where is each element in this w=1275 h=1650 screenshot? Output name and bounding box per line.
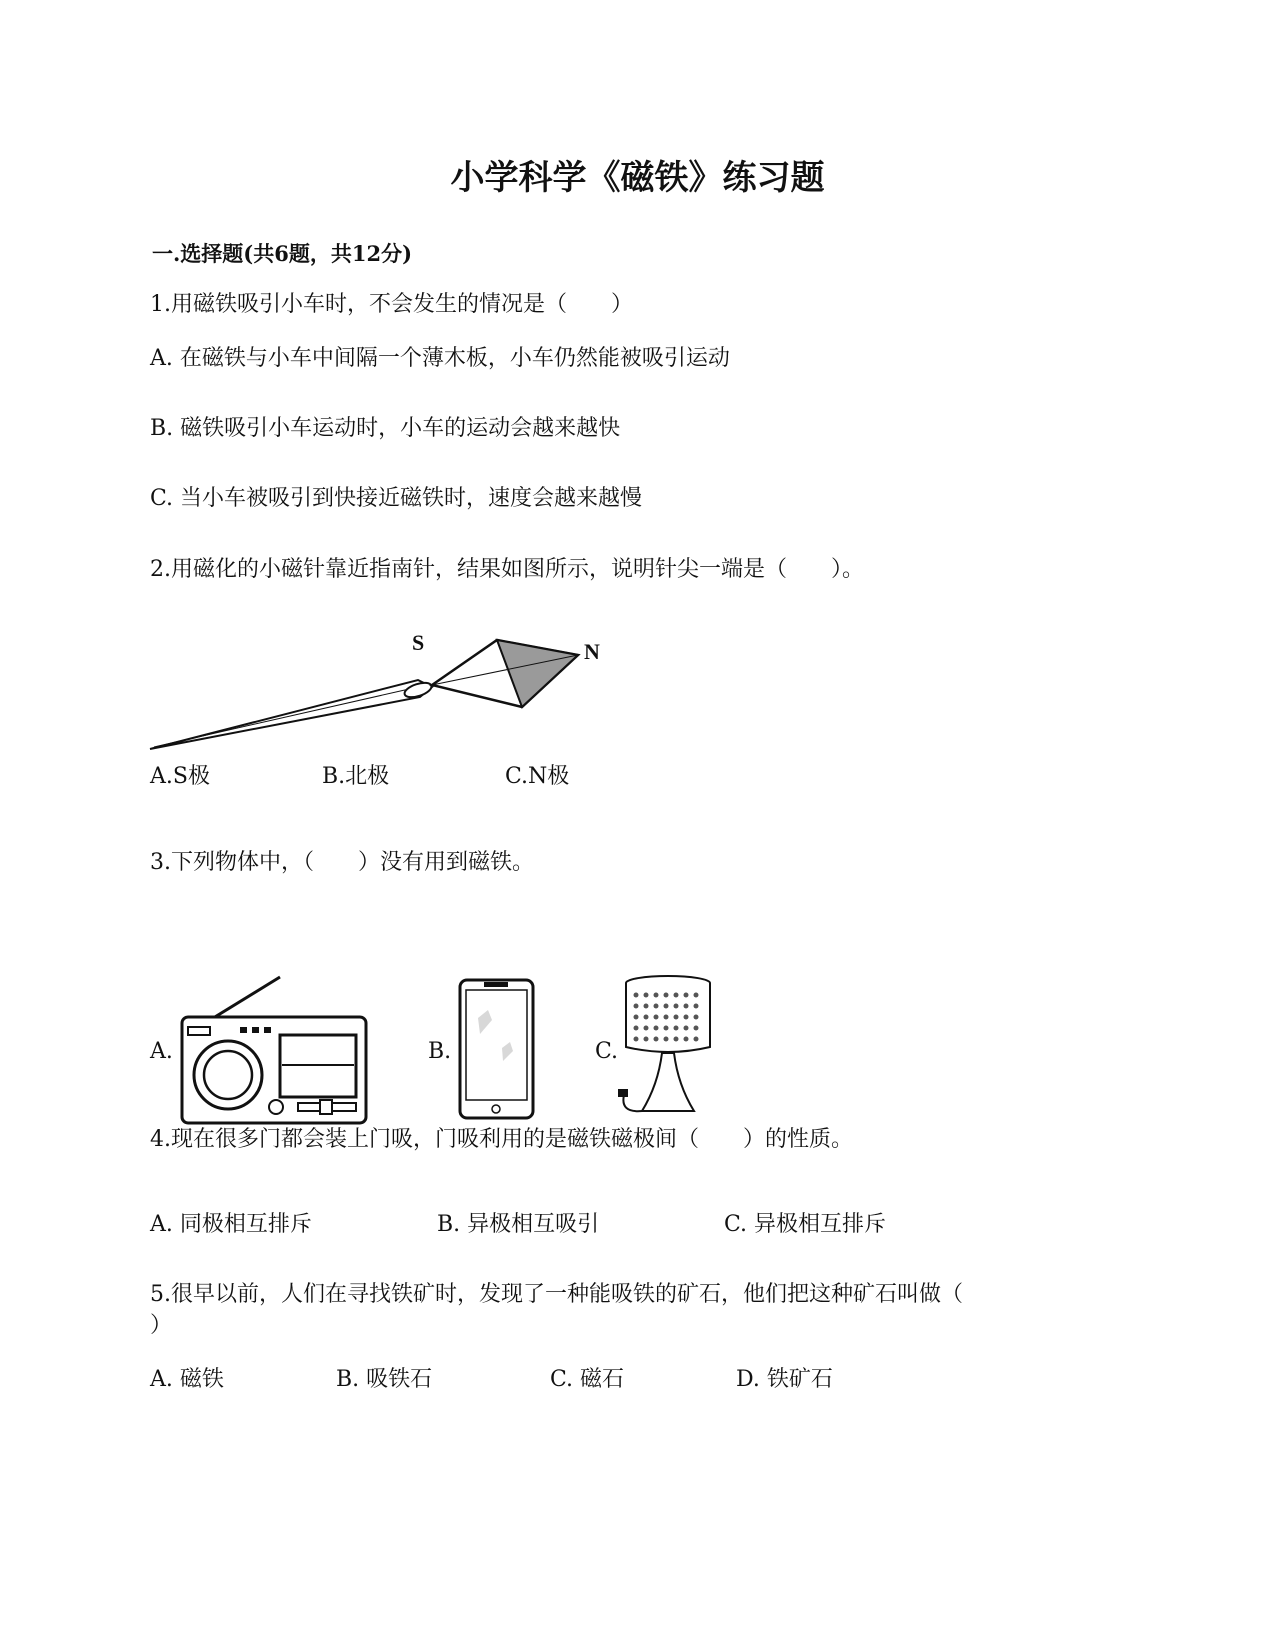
question-4-stem: 4.现在很多门都会装上门吸，门吸利用的是磁铁磁极间（ ）的性质。	[150, 1127, 853, 1152]
question-5-option-d: D. 铁矿石	[736, 1367, 833, 1392]
question-5-option-b: B. 吸铁石	[336, 1367, 433, 1392]
needle-centerline	[154, 687, 418, 747]
question-5-stem-line-2: ）	[150, 1313, 173, 1338]
question-4-option-c: C. 异极相互排斥	[724, 1212, 887, 1237]
question-3-option-c: C.	[595, 1039, 619, 1064]
question-4-option-a: A. 同极相互排斥	[150, 1212, 312, 1237]
question-2-option-a: A.S极	[150, 764, 210, 789]
page-title: 小学科学《磁铁》练习题	[450, 158, 825, 198]
lamp-image	[612, 975, 712, 1125]
question-4-option-b: B. 异极相互吸引	[437, 1212, 600, 1237]
question-1-option-b: B. 磁铁吸引小车运动时，小车的运动会越来越快	[150, 416, 621, 441]
question-3-option-b: B.	[428, 1039, 452, 1064]
question-1-option-c: C. 当小车被吸引到快接近磁铁时，速度会越来越慢	[150, 486, 643, 511]
question-2-option-c: C.N极	[505, 764, 570, 789]
radio-image	[180, 975, 370, 1125]
label-s: S	[412, 630, 425, 655]
question-3-option-a: A.	[150, 1039, 173, 1064]
label-n: N	[584, 639, 600, 664]
question-2-option-b: B.北极	[322, 764, 390, 789]
question-5-option-a: A. 磁铁	[150, 1367, 224, 1392]
question-3-stem: 3.下列物体中，（ ）没有用到磁铁。	[150, 850, 534, 875]
section-heading: 一.选择题(共6题，共12分)	[152, 241, 413, 266]
needle-compass-figure	[150, 625, 610, 760]
smartphone-image	[458, 978, 536, 1120]
question-5-stem-line-1: 5.很早以前，人们在寻找铁矿时，发现了一种能吸铁的矿石，他们把这种矿石叫做（	[150, 1282, 963, 1307]
question-1-option-a: A. 在磁铁与小车中间隔一个薄木板，小车仍然能被吸引运动	[150, 346, 730, 371]
question-5-option-c: C. 磁石	[550, 1367, 625, 1392]
question-1-stem: 1.用磁铁吸引小车时，不会发生的情况是（ ）	[150, 292, 633, 317]
question-2-stem: 2.用磁化的小磁针靠近指南针，结果如图所示，说明针尖一端是（ ）。	[150, 557, 864, 582]
